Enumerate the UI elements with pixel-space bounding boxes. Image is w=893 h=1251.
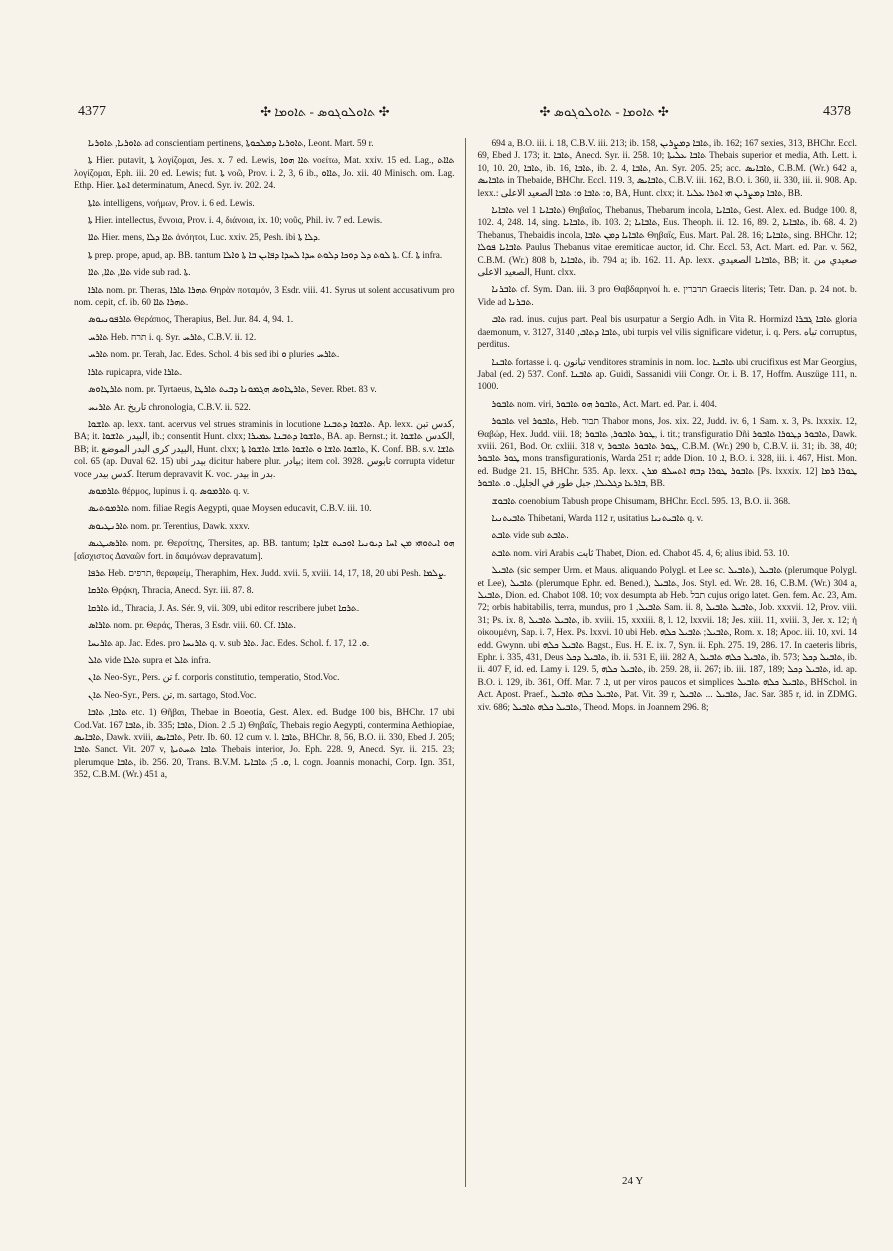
dictionary-entry: ܬܐܪܢܛܝܘܣ nom. pr. Terentius, Dawk. xxxv.: [88, 521, 250, 532]
dictionary-entry: ܬܐܪܣܝܛܝܣ nom. pr. Θερσίτης, Thersites, ap. BB. tantum; ܗܘ ܐܝܬܘܗܝ ܡܢ ܐܚܐ ܕܝܘܢܝܐ ܐܘܟܝܬ ܫܐܕܐ [αἴσχιστος Δαναῶν fort. in δαιμόνων depravatum].: [74, 539, 455, 562]
dictionary-entry: ܬܐܪܡܘܣ θέρμος, lupinus i. q. ܬܐܪܡܘܣ q. v.: [88, 486, 250, 497]
dictionary-entry: ܬܐܪܦܘܢܝܘܣ Θεράπιος, Therapius, Bel. Jur. 84. 4, 94. 1.: [88, 315, 294, 326]
dictionary-entry: ܬܐܒܢܐ fortasse i. q. تبانون venditores straminis in nom. loc. ܬܐܒܢܐ ubi crucifixus est Mar Georgius, Jabal (ed. 2) 537. Conf. ܬܐܒܢܐ ap. Guidi, Sassanidi viii Congr. Or. i. B. 17, Hoffm. Auszüge 111, n. 1000.: [477, 357, 857, 393]
dictionary-entry: ܬܐ Hier. intellectus, ἔννοια, Prov. i. 4, διάνοια, ix. 10; νοῦς, Phil. iv. 7 ed. Lewis.: [88, 216, 383, 227]
dictionary-entry: ܬܐܪܩܐ Θρᾴκη, Thracia, Anecd. Syr. iii. 87. 8.: [88, 586, 254, 597]
signature-mark: 24 Y: [622, 1175, 644, 1187]
dictionary-entry: ܬܐܒܪܢܐ cf. Sym. Dan. iii. 3 pro Θαβδαρηνοί h. e. תדברין Graecis literis; Tetr. Dan. p. 24 not. b. Vide ad ܬܒܪܢܐ.: [477, 285, 857, 308]
dictionary-entry: ܬܐ prep. prope, apud, ap. BB. tantum ܬܐ ܠܘܬ ܕܠ ܕܘܟܐ ܕܠܘܬ ܚܕܐ ܠܚܕܐ ܕܦܐܝܢ ܒܐ ܬܐ ܘܐܠܐ. Cf. ܬܐ infra.: [88, 250, 443, 261]
right-column: [466, 138, 858, 1187]
dictionary-entry: ܬܐܐ, ܬܐܐ, ܬܐܐ vide sub rad. ܬܐ.: [88, 268, 191, 279]
running-titles: [260, 104, 669, 120]
dictionary-entry: ܬܐܒ rad. inus. cujus part. Peal bis usurpatur a Sergio Adh. in Vita R. Hormizd ܬܐܒܐ ܓܒܪܐ gloria daemonum, v. 3127, ܬܐܒܐ ܕܬܐܒ, 3140, ubi turpis vel vilis significare videtur, i. q. Pers. تباه corruptus, perditus.: [477, 315, 857, 351]
dictionary-entry: ܬܐܬܐ intelligens, νοήμων, Prov. i. 6 ed. Lewis.: [88, 198, 255, 209]
dictionary-entry: ܬܐܪܝܚܐ ap. Jac. Edes. pro ܬܐܪܝܚܐ q. v. sub ܬܐܪ. Jac. Edes. Schol. f. 17, ܘ. 12.: [88, 638, 370, 649]
dictionary-entry: ܬܐܒܬ nom. viri Arabis ثابت Thabet, Dion. ed. Chabot 45. 4, 6; alius ibid. 53. 10.: [491, 548, 790, 559]
two-column-body: [74, 138, 857, 1187]
dictionary-entry: ܬܐܠ vide ܬܐܠܐ supra et ܬܐܠ infra.: [88, 656, 211, 666]
dictionary-entry: ܬܐܢ Neo-Syr., Pers. تن f. corporis constitutio, temperatio, Stod.Voc.: [88, 673, 340, 684]
left-column: [74, 138, 466, 1187]
dictionary-entry: ܬܐܫܘܐ ap. lexx. tant. acervus vel strues straminis in locutione ܬܐܫܘܐ ܕܬܒܢܐ. Ap. lexx. كدس تبن, BA; it. البيدر ܬܐܫܘܐ, ib.; consentit Hunt. clxx; ܬܐܫܘܐ ܕܬܒܢܐ ܥܡܝܪܐ, BA. ap. Bernst.; it. الكدس ܬܐܫܘܐ, BB; it. البيدر كرى البدر الموضع, Hunt. clxx; ܬܐܫܘܐ ܬܐܫܐ ܘ ܬܐܫܘܐ ܬܐܫܐ ܬܐܫܘܐ ܬܐ, K. Conf. BB. s.v. ܬܐܫܐ col. 65 (ap. Duval 62. 15) ubi بيدر dicitur habere plur. بيادر; item col. 3928. تابوس corrupta videtur voce كدس بيدر. Iterum depravavit K. voc. بيدر in بدر.: [74, 419, 455, 480]
dictionary-entry: ܬܪܦܐ Heb. תרפים, θεραφείμ, Theraphim, Hex. Judd. xvii. 5, xviii. 14, 17, 18, 20 ubi Pesh. ܨܠܡܐ.: [88, 568, 447, 579]
dictionary-entry: ܬܐܪܐ rupicapra, vide ܬܐܪܐ.: [88, 367, 183, 378]
running-title-right: ✣ ܬܐܘܡܐ - ܬܐܘܠܘܓܘܣ ✣: [539, 104, 669, 119]
dictionary-entry: ܬܐܒܘܫ coenobium Tabush prope Chisumam, BHChr. Eccl. 595. 13, B.O. ii. 368.: [491, 496, 791, 507]
dictionary-entry: ܬܐܪܡܘܬܝܣ nom. filiae Regis Aegypti, quae Moysen educavit, C.B.V. iii. 10.: [88, 504, 372, 515]
dictionary-entry: ܬܐܐ Hier. mens, ܬܐܐ ܕܠܐ ἀνόητοι, Luc. xxiv. 25, Pesh. ibi ܕܠܐ ܬܐ.: [88, 233, 321, 244]
page-number-left: 4377: [78, 104, 106, 119]
dictionary-entry: ܬܐܪܚ nom. pr. Terah, Jac. Edes. Schol. 4 bis sed ibi ܘ pluries ܬܐܪܚ.: [88, 350, 340, 361]
page-number-right: 4378: [823, 104, 851, 119]
dictionary-entry: ܬܐܒܝܠ (sic semper Urm. et Maus. aliquando Polygl. et Lee sc. ܬܐܒܝܠ), ܬܐܒܝܠ (plerumque Polygl. et Lee), ܬܐܒܝܠ (plerumque Ephr. ed. Bened.), ܬܐܒܝܠ, Jos. Styl. ed. Wr. 28. 16, C.B.M. (Wr.) 304 a, ܬܐܒܝܠ, Dion. ed. Chabot 108. 10; vox desumpta ab Heb. תבל cujus origo latet. Gen. fem. Ac. 23, Am. 72; orbis habitabilis, terra, mundus, pro ܬܐܒܝܠ, 1 Sam. ii. 8, ܬܐܒܝܠ ܬܐܒܝܠ, Job. xxxvii. 12, Prov. viii. 31; Ps. ix. 8, ܬܐܒܝܠ ܬܐܒܝܠ, ib. xviii. 15, xxxiii. 8, l. 12, lxxvii. 18; Jes. xiii. 11, xviii. 3, Jer. x. 12; ἡ οἰκουμένη, Sap. i. 7, Hex. Ps. lxxvi. 10 ubi Heb. ܬܐܒܝܠ; ܬܐܒܝܠ ܟܠܗ, Rom. x. 18; Apoc. iii. 10, xvi. 14 edd. Gwynn. ubi ܬܐܒܝܠ ܟܠܗ Bagst., Eus. H. E. ix. 7, Syn. ii. Eph. 275. 19, 286. 17. In caeteris libris, Ephr. i. 335, 431, Deus ܬܐܒܝܠ ܕܟܠ, ib. ii. 531 E, iii. 282 A, ܬܐܒܝܠ ܟܠܗ ܬܐܒܝܠ, ib. 573; ܬܐܒܝܠ ܕܟܠ, ib. ii. 407 F, id. ed. Lamy i. 129. 5, ܬܐܒܝܠ ܟܠܗ, ib. 259. 28, ii. 267; ib. iii. 187, 189; ܬܐܒܝܠ ܕܟܠ, id. ap. B.O. i. 129, ib. 361, Off. Mar. ܐ. 7, ut per viros paucos et simplices ܬܐܒܝܠ ܟܠܗ ܬܐܒܝܠ, BHSchol. in Act. Apost. Praef., ܬܐܒܝܠ ܟܠܗ ܬܐܒܝܠ, Pat. Vit. 39 r, ܬܐܒܝܠ ... ܬܐܒܝܠ, Jac. Sar. 385 r, id. in ZDMG. xiv. 686; ܬܐܒܝܠ ܟܠܗ ܬܐܒܝܠ, Theod. Mops. in Joannem 296. 8;: [477, 566, 857, 713]
dictionary-entry: ܬܐܪܝܚ Ar. تاريخ chronologia, C.B.V. ii. 522.: [88, 402, 251, 413]
dictionary-entry: ܬܐܪܐ nom. pr. Theras, ܬܗܪܐ ܬܐܪܐ Θηρὰν ποταμόν, 3 Esdr. viii. 41. Syrus ut solent accusativum pro nom. cepit, cf. ib. 60 ܬܗܪܐ ܬܐܐ.: [74, 285, 455, 309]
dictionary-entry: ܬܐܒܐܝܐ vel ܬܐܒܐܝܐ 1) Θηβαῖος, Thebanus, Thebarum incola, ܬܐܒܐܝܐ, Gest. Alex. ed. Budge 100. 8, 102. 4, 248. 14, sing. ܬܐܒܐܝܐ, ib. 103. 2; ܬܐܒܐܝܐ, Eus. Theoph. ii. 12. 16, 89. 2, ܬܐܒܐܝܐ, ib. 68. 4. 2) Thebanus, Thebaidis incola, ܬܐܒܐܝܐ ܕܡܢ ܬܐܒܐ Θηβαΐς, Eus. Mart. Pal. 28. 16; ܬܐܒܐܝܐ, sing. BHChr. 12; ܬܐܒܐܝܐ ܦܘܠܐ Paulus Thebanus vitae eremiticae auctor, id. Chr. Eccl. 53, Act. Mart. ed. Par. v. 562, C.B.M. (Wr.) 808 b, ܬܐܒܐܝܐ, ib. 794 a; ib. 162. 11. Ap. lexx. ܬܐܒܐܝܐ الصعيدي, BB; it. صعيدي من الصعيد الاعلى, Hunt. clxx.: [477, 206, 857, 279]
dictionary-entry: ܬܐܒܘܪ nom. viri, ܬܐܒܘܪ ܗܘ ܬܐܒܘܪ, Act. Mart. ed. Par. i. 404.: [491, 399, 717, 410]
dictionary-entry: ܬܐܘܪܝܐ, ܬܐܘܪܝܐ ad conscientiam pertinens, ܬܐܘܪܝܐ ܕܡܠܟܘܬܐ, Leont. Mart. 59 r.: [88, 139, 374, 149]
dictionary-entry: ܬܐܒܘܪ vel ܬܐܒܘܪ, Heb. תבור Thabor mons, Jos. xix. 22, Judd. iv. 6, 1 Sam. x. 3, Ps. lxxxix. 12, Θαβώρ, Hex. Judd. viii. 18; ܛܘܪ ܬܐܒܘܪ, ܬܐܒܘܪ, i. tit.; transfiguratio Dñi ܬܐܒܘܪ ܕܛܘܪܐ ܬܐܒܘܪ, Dawk. xviii. 261, Bod. Or. cxliii. 318 v, ܛܘܪ ܬܐܒܘܪ ܬܐܒܘܪ, C.B.M. (Wr.) 290 b, C.B.V. ii. 31; ib. 38, 40; ܛܘܪ ܬܐܒܘܪ mons transfigurationis, Warda 251 r; adde Dion. ܐ. 10, B.O. i. 328, iii. i. 467, Hist. Mon. ed. Budge 21. 15, BHChr. 535. Ap. lexx. ܬܐܒܘܪ ܛܘܪܐ ܕܒܗ ܐܬܚܠܦ ܡܪܢ [Ps. lxxxix. 12] ܛܘܪܐ ܪܡܐ ܒܐܪܥܐ ܕܓܠܝܠܐ, جبل طور في الجليل. ܘ. ܬܐܒܘܪ, BB.: [477, 417, 857, 490]
dictionary-entry: ܬܐܪܩܐ id., Thracia, J. As. Sér. 9, vii. 309, ubi editor rescribere jubet ܬܪܩܐ.: [88, 603, 360, 614]
dictionary-entry: ܬܐܒܝܬܢܝܐ Thibetani, Warda 112 r, usitatius ܬܐܒܝܬܢܝܐ q. v.: [491, 513, 704, 524]
dictionary-entry: 694 a, B.O. iii. i. 18, C.B.V. iii. 213; ib. 158, ܬܐܒܐ ܕܡܨܪܝܢ, ib. 162; 167 sexies, 313, BHChr. Eccl. 69, Ebed J. 173; it. ܬܐܒܐ, Anecd. Syr. ii. 258. 10; ܬܐܒܐ ܥܠܝܬܐ Thebais superior et media, Ath. Lett. i. 10, 10. 20, ܬܐܒܐ, ib. 16, ܬܐܒܐ, ib. 2. 4, ܬܐܒܐ, An. Syr. 205. 25; acc. ܬܐܒܐܝܣ, C.B.M. (Wr.) 642 a, ܬܐܒܐܝܣ in Thebaide, BHChr. Eccl. 119. 3, ܬܐܒܐܝܣ, C.B.V. iii. 162, B.O. i. 360, ii. 330, iii. ii. 908. Ap. lexx.: ܘ: ܬܐܒܐ ܘ: ܬܐܒܐ الصعيد الاعلى, BA, Hunt. clxx; it. ܬܐܒܐ ܕܡܨܪܝܢ ܗܝ ܐܬܪܐ ܥܠܝܐ, BB.: [477, 139, 857, 199]
running-title-left: ✣ ܬܐܘܠܘܓܘܣ - ܬܐܘܡܐ ✣: [260, 104, 390, 119]
dictionary-entry: ܬܐܢ Neo-Syr., Pers. تن, m. sartago, Stod.Voc.: [88, 690, 257, 701]
dictionary-entry: ܬܐܒܐ, ܬܐܒܐ etc. 1) Θῆβαι, Thebae in Boeotia, Gest. Alex. ed. Budge 100 bis, BHChr. 17 ubi Cod.Vat. 167 ܬܐܒܐ, ib. 335; ܬܐܒܐ, Dion. ܐ. 5. 2) Θηβαΐς, Thebais regio Aegypti, contermina Aethiopiae, ܬܐܒܐܝܣ, Dawk. xviii, ܬܐܒܐܝܣ, Petr. Ib. 60. 12 cum v. l. ܬܐܒܐ, BHChr. 8, 56, B.O. ii. 330, Ebed J. 205; ܬܐܒܐ Sanct. Vit. 207 v, ܬܐܒܐ ܬܚܬܝܬܐ Thebais interior, Jo. Eph. 228. 9, Anecd. Syr. ii. 215. 23; plerumque ܬܐܒܐ, ib. 256. 20, Trans. B.V.M. ܘ. 5; ܬܐܒܐܝܐ, l. cogn. Joannis monachi, Corp. Ign. 351, 352, C.B.M. (Wr.) 451 a,: [74, 708, 455, 781]
dictionary-entry: ܬܐ Hier. putavit, ܬܐ λογίζομαι, Jes. x. 7 ed. Lewis, ܬܐܐ ܗܘܐ νοείτω, Mat. xxiv. 15 ed. Lag., ܬܐܐܬ λογίζομαι, Eph. iii. 20 ed. Lewis; fut. ܬܐ νοῶ, Prov. i. 2, 3, 6 ib., ܬܐܐܘ, Jo. xii. 40 Minisch. om. Lag. Ethp. Hier. ܐܬܬܐ determinatum, Anecd. Syr. iv. 202. 24.: [74, 156, 455, 192]
dictionary-entry: ܬܐܪܐܣ nom. pr. Θεράς, Theras, 3 Esdr. viii. 60. Cf. ܬܐܪܐ.: [88, 621, 296, 632]
dictionary-entry: ܬܐܪܛܐܘܣ nom. pr. Tyrtaeus, ܬܐܪܛܐܘܣ ܗܓܡܘܢܐ ܕܒܝܬ ܬܐܪܛܐ, Sever. Rbet. 83 v.: [88, 385, 377, 396]
dictionary-entry: ܬܐܒܬ vide sub ܬܐܒܬ.: [491, 531, 569, 542]
page-header: [78, 100, 851, 124]
dictionary-entry: ܬܐܪܚ Heb. תרח i. q. Syr. ܬܐܪܚ, C.B.V. ii. 12.: [88, 332, 257, 343]
